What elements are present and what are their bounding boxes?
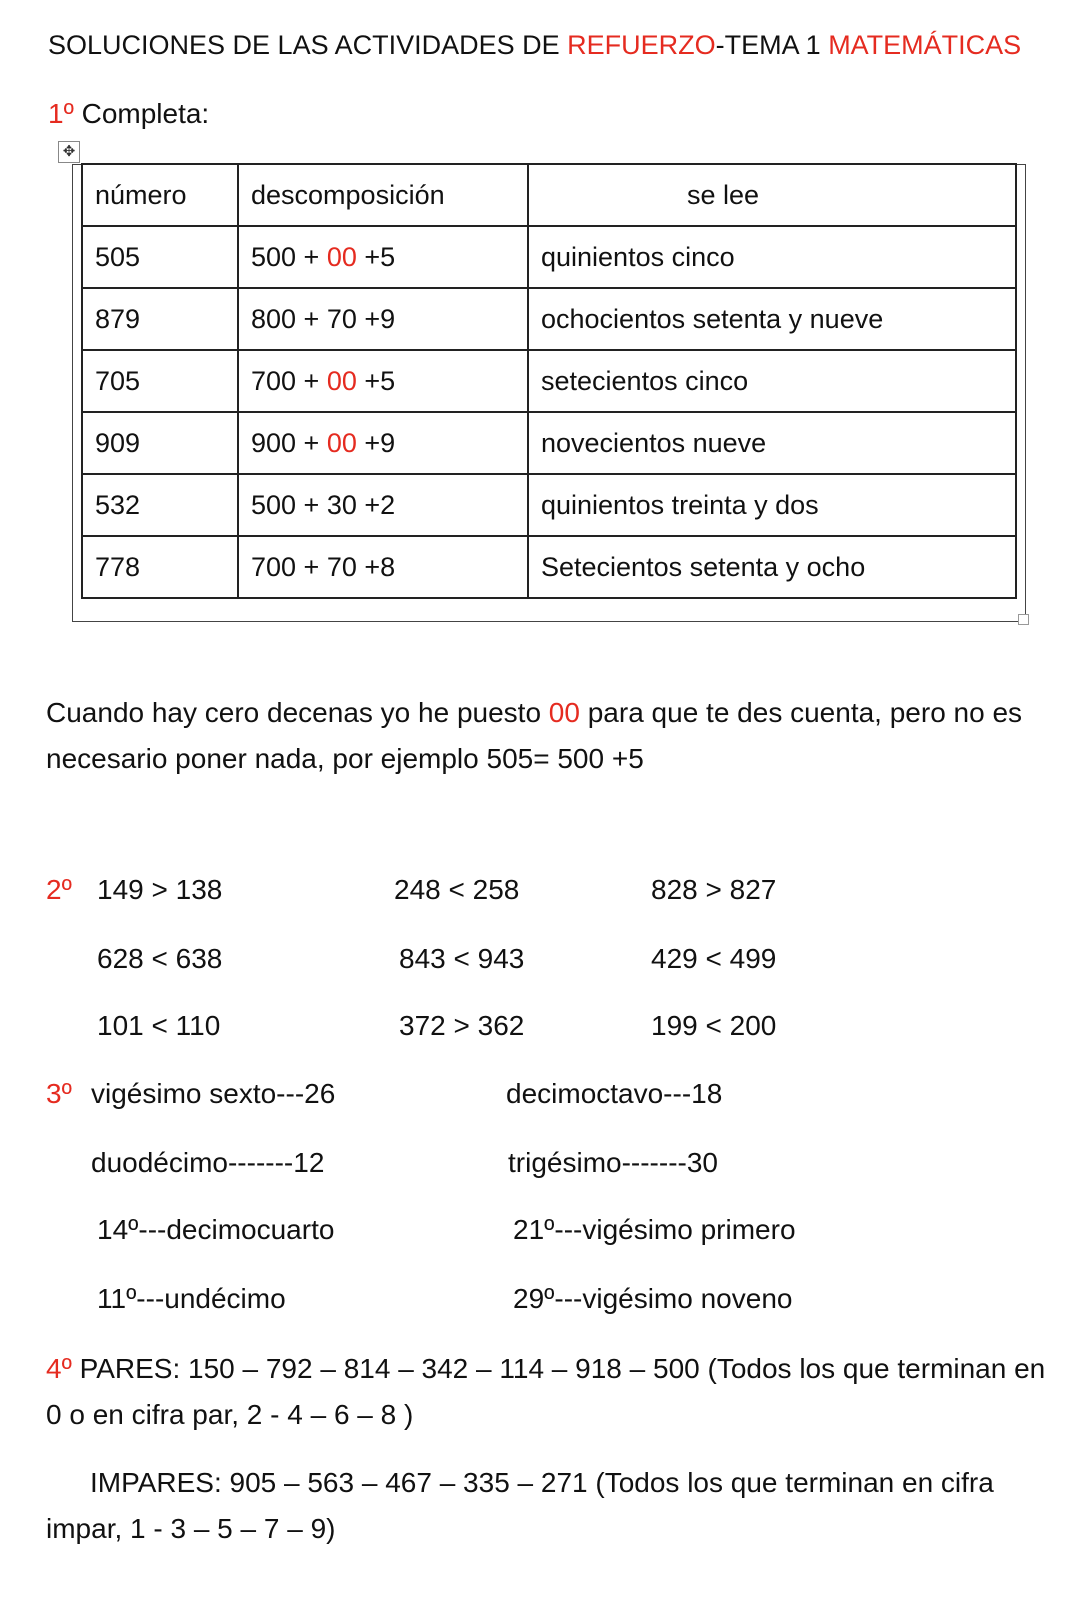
cell-se-lee: setecientos cinco bbox=[528, 350, 1016, 412]
header-se-lee: se lee bbox=[528, 164, 1016, 226]
table-header-row bbox=[82, 164, 1016, 226]
table-row bbox=[82, 412, 1016, 474]
ordinal-item: 14º---decimocuarto bbox=[97, 1214, 335, 1245]
exercise-4-number: 4º bbox=[46, 1353, 72, 1384]
cell-numero: 505 bbox=[82, 226, 238, 288]
comparison: 248 < 258 bbox=[394, 874, 520, 905]
ordinal-item: 21º---vigésimo primero bbox=[513, 1214, 796, 1245]
ordinal-item: decimoctavo---18 bbox=[506, 1078, 723, 1109]
ordinal-item: trigésimo-------30 bbox=[508, 1147, 718, 1178]
cell-numero: 879 bbox=[82, 288, 238, 350]
table-row bbox=[82, 288, 1016, 350]
exercise-1-number: 1º bbox=[48, 98, 74, 129]
cell-descomposicion: 700 + 70 +8 bbox=[238, 536, 528, 598]
move-icon[interactable]: ✥ bbox=[58, 141, 80, 163]
table-row bbox=[82, 536, 1016, 598]
exercise-1-note: Cuando hay cero decenas yo he puesto 00 para que te des cuenta, pero no es necesario poner nada, por ejemplo 505= 500 +5 bbox=[46, 697, 1023, 774]
comparison: 843 < 943 bbox=[399, 943, 525, 974]
title-matematicas: MATEMÁTICAS bbox=[828, 30, 1022, 60]
cell-se-lee: quinientos treinta y dos bbox=[528, 474, 1016, 536]
cell-descomposicion: 900 + 00 +9 bbox=[238, 412, 528, 474]
comparison: 628 < 638 bbox=[97, 943, 223, 974]
table-row bbox=[82, 226, 1016, 288]
exercise-4-impares: IMPARES: 905 – 563 – 467 – 335 – 271 (Todos los que terminan en cifra impar, 1 - 3 – 5 – 7 – 9) bbox=[46, 1467, 994, 1544]
title-refuerzo: REFUERZO bbox=[567, 30, 716, 60]
comparison: 101 < 110 bbox=[97, 1010, 221, 1041]
exercise-1-label: Completa: bbox=[73, 98, 210, 129]
comparison: 828 > 827 bbox=[651, 874, 777, 905]
cell-numero: 909 bbox=[82, 412, 238, 474]
header-descomposicion: descomposición bbox=[238, 164, 528, 226]
cell-numero: 532 bbox=[82, 474, 238, 536]
ordinal-item: 11º---undécimo bbox=[97, 1283, 286, 1314]
comparison: 149 > 138 bbox=[97, 874, 223, 905]
exercise-2-number: 2º bbox=[46, 874, 72, 905]
cell-se-lee: Setecientos setenta y ocho bbox=[528, 536, 1016, 598]
table-row bbox=[82, 350, 1016, 412]
exercise-4-pares: 4º PARES: 150 – 792 – 814 – 342 – 114 – 918 – 500 (Todos los que terminan en 0 o en cifra par, 2 - 4 – 6 – 8 ) bbox=[46, 1353, 1046, 1430]
page-title bbox=[48, 30, 1021, 61]
title-text: SOLUCIONES DE LAS ACTIVIDADES DE bbox=[48, 30, 568, 60]
comparison: 372 > 362 bbox=[399, 1010, 525, 1041]
cell-se-lee: ochocientos setenta y nueve bbox=[528, 288, 1016, 350]
exercise-3-number: 3º bbox=[46, 1078, 72, 1109]
cell-descomposicion: 500 + 30 +2 bbox=[238, 474, 528, 536]
ordinal-item: duodécimo-------12 bbox=[91, 1147, 325, 1178]
cell-se-lee: quinientos cinco bbox=[528, 226, 1016, 288]
table-row bbox=[82, 474, 1016, 536]
cell-numero: 705 bbox=[82, 350, 238, 412]
cell-descomposicion: 500 + 00 +5 bbox=[238, 226, 528, 288]
header-numero: número bbox=[82, 164, 238, 226]
exercise-1-heading bbox=[48, 98, 209, 130]
ordinal-item: vigésimo sexto---26 bbox=[91, 1078, 336, 1109]
cell-descomposicion: 800 + 70 +9 bbox=[238, 288, 528, 350]
table-resize-handle[interactable] bbox=[1018, 614, 1029, 625]
comparison: 199 < 200 bbox=[651, 1010, 777, 1041]
cell-se-lee: novecientos nueve bbox=[528, 412, 1016, 474]
cell-numero: 778 bbox=[82, 536, 238, 598]
title-tema: -TEMA 1 bbox=[715, 30, 829, 60]
cell-descomposicion: 700 + 00 +5 bbox=[238, 350, 528, 412]
comparison: 429 < 499 bbox=[651, 943, 777, 974]
numbers-table bbox=[81, 163, 1017, 599]
ordinal-item: 29º---vigésimo noveno bbox=[513, 1283, 793, 1314]
